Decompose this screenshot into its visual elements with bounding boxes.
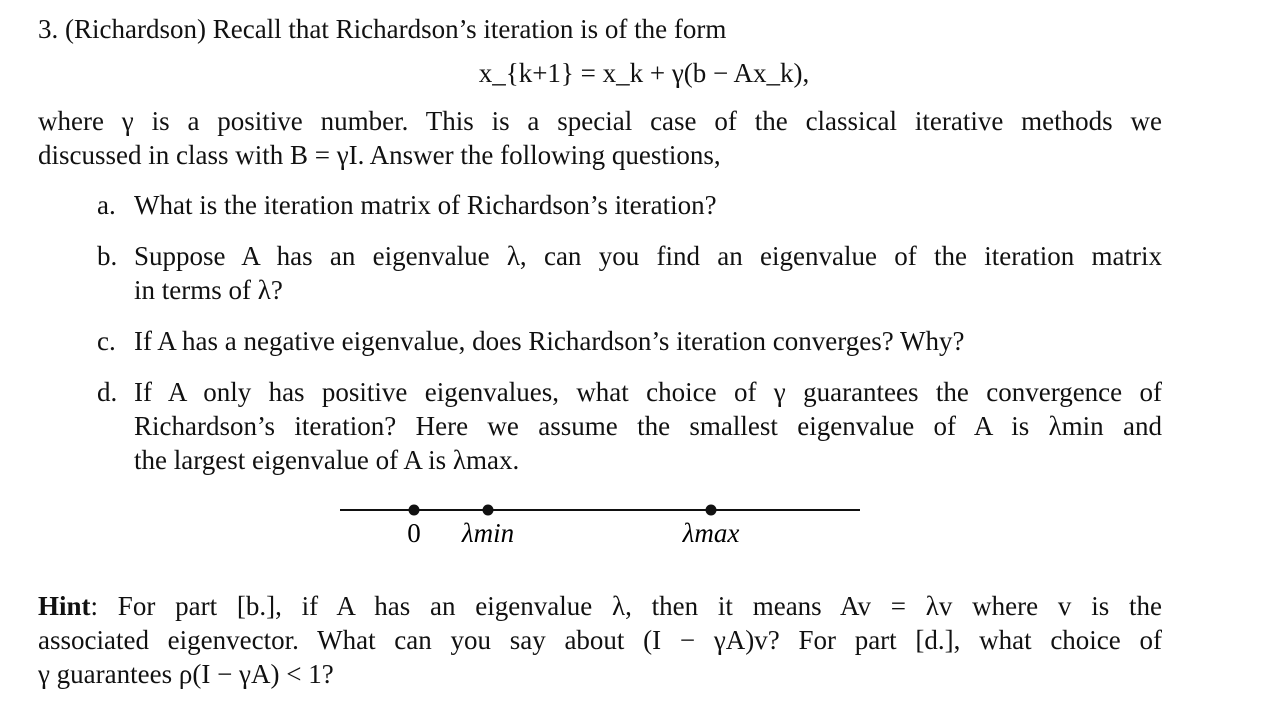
question-d-line-1: If A only has positive eigenvalues, what choice of γ guarantees the convergence of [134,377,1162,407]
question-d-line-3: the largest eigenvalue of A is λmax. [134,445,520,475]
question-d-line-2: Richardson’s iteration? Here we assume the smallest eigenvalue of A is λmin and [134,411,1162,441]
problem-where-line-1: where γ is a positive number. This is a special case of the classical iterative methods we [38,106,1162,136]
question-c-text: If A has a negative eigenvalue, does Richardson’s iteration converges? Why? [134,326,965,356]
hint-line-2: associated eigenvector. What can you say about (I − γA)v? For part [d.], what choice of [38,625,1162,655]
hint-line-3: γ guarantees ρ(I − γA) < 1? [38,659,334,689]
question-d-label: d. [97,377,118,407]
problem-number: 3. [38,14,59,44]
zero-point [409,505,420,516]
question-c-label: c. [97,326,116,356]
hint-line-1: Hint: For part [b.], if A has an eigenvalue λ, then it means Av = λv where v is the [38,591,1162,621]
question-b-line-1: Suppose A has an eigenvalue λ, can you find an eigenvalue of the iteration matrix [134,241,1162,271]
problem-topic: (Richardson) [65,14,206,44]
richardson-equation [0,56,1288,90]
lambda-max-point [706,505,717,516]
question-b-line-2: in terms of λ? [134,275,283,305]
question-a-label: a. [97,190,116,220]
problem-where-line-2: discussed in class with B = γI. Answer the following questions, [38,140,721,170]
problem-intro: Recall that Richardson’s iteration is of the form [212,14,727,44]
question-a-text: What is the iteration matrix of Richardson’s iteration? [134,190,717,220]
eigenvalue-number-line [0,490,1288,560]
lambda-max-label: λmax [682,518,740,548]
lambda-min-label: λmin [461,518,515,548]
question-b-label: b. [97,241,118,271]
equation-text: x_{k+1} = x_k + γ(b − Ax_k), [478,58,810,88]
hint-title: Hint [38,591,91,621]
lambda-min-point [483,505,494,516]
zero-label: 0 [407,518,421,548]
problem-heading [38,12,726,46]
